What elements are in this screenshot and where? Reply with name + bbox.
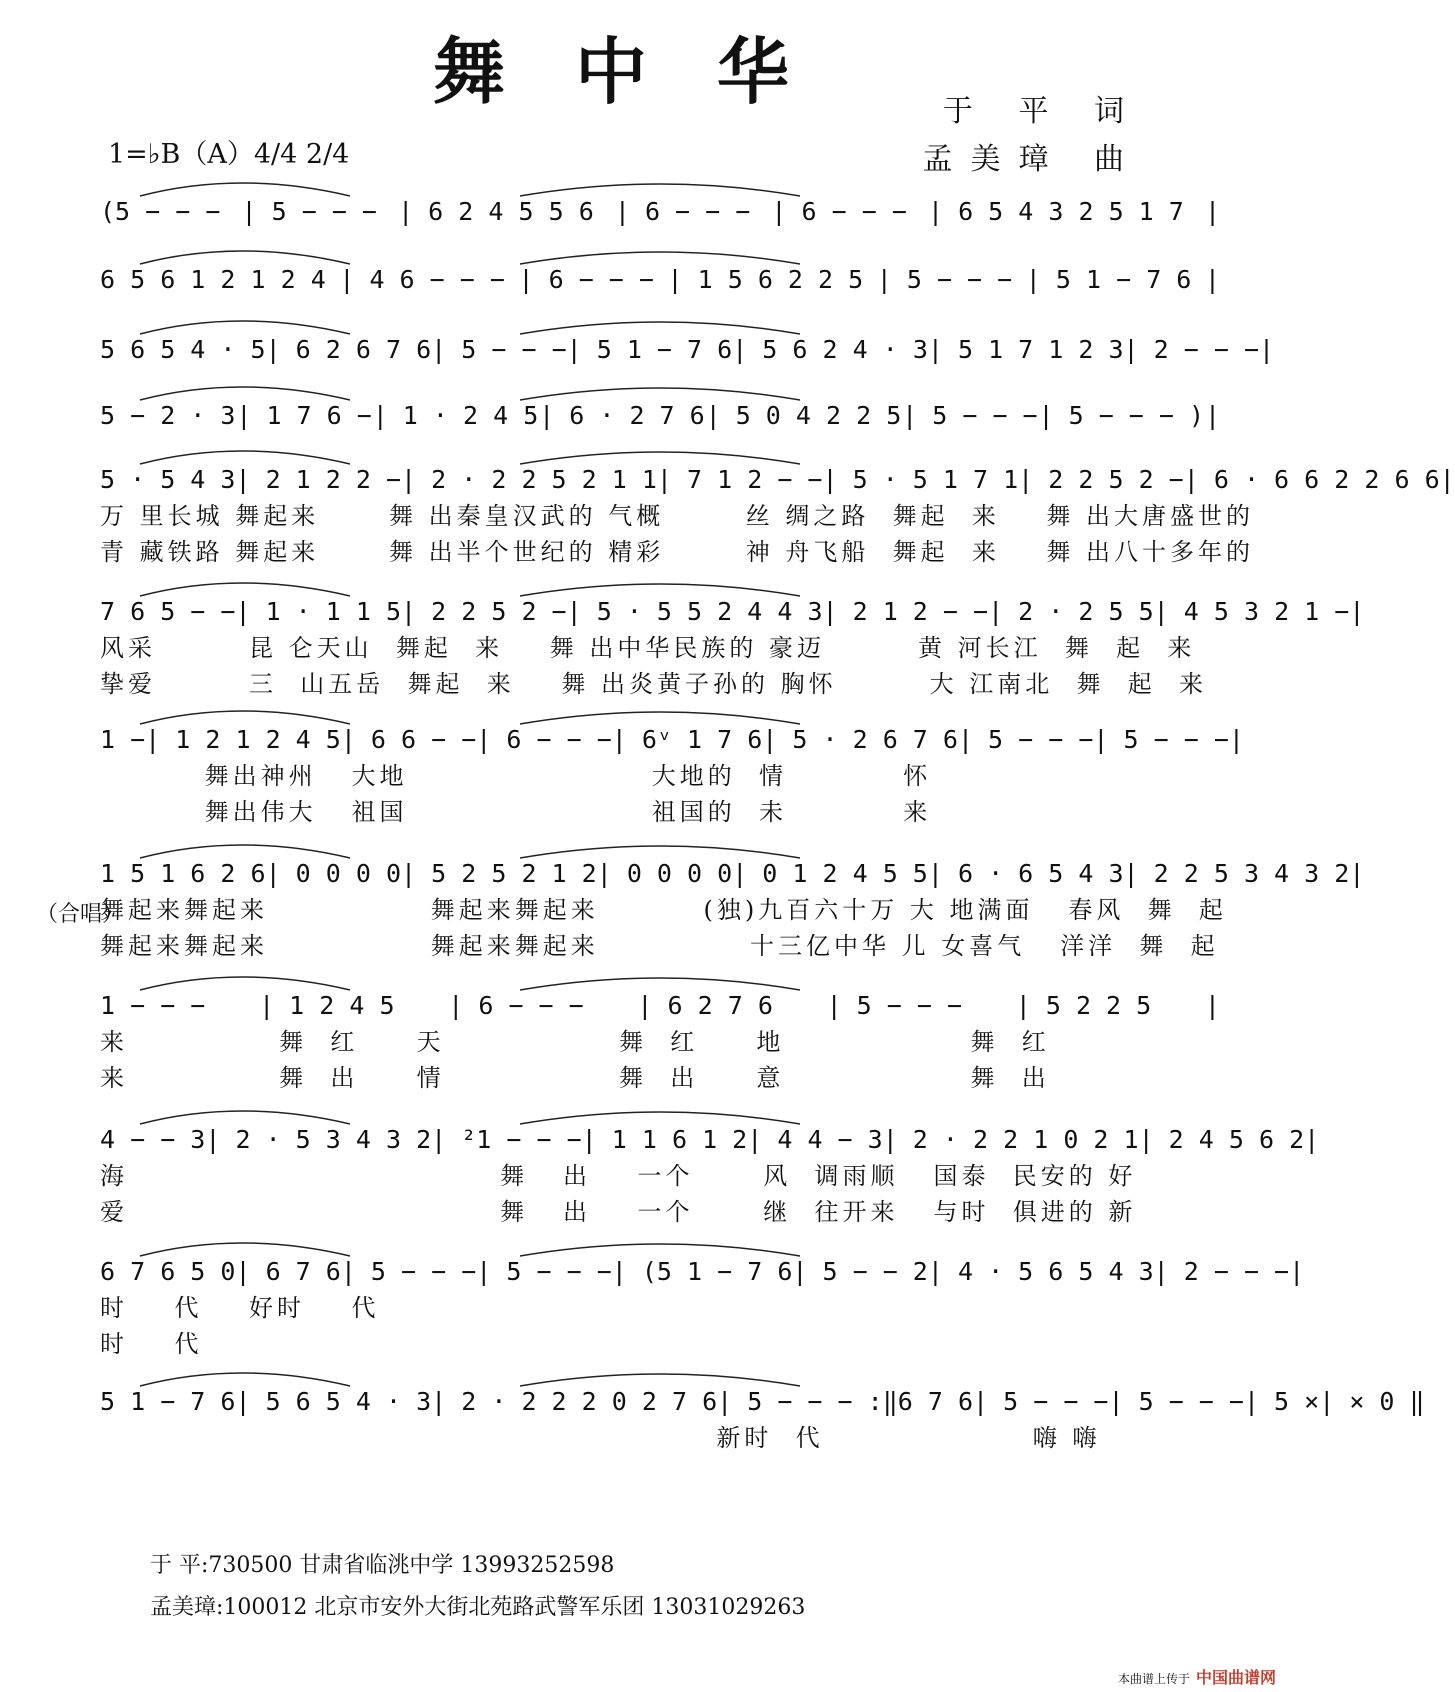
lyric-line: 爱 舞 出 一个 继 往开来 与时 俱进的 新: [100, 1198, 1137, 1226]
lyric-line: 来 舞 出 情 舞 出 意 舞 出: [100, 1064, 1050, 1092]
slur-marks: [100, 442, 1220, 472]
slur-marks: [100, 968, 1220, 998]
slur-marks: [100, 1102, 1220, 1132]
system-2: [100, 262, 1220, 298]
lyric-line: 海 舞 出 一个 风 调雨顺 国泰 民安的 好: [100, 1162, 1137, 1190]
slur-marks: [100, 242, 1220, 272]
measure: |: [1349, 859, 1365, 888]
slur-marks: [100, 574, 1220, 604]
measure: | 5 · 5 1 7 1: [822, 465, 1019, 494]
measure: |: [1204, 401, 1220, 430]
measure: | 6 5 4 3 2 5 1 7: [927, 197, 1184, 226]
lyric-line: 舞出神州 大地 大地的 情 怀: [100, 762, 932, 790]
measure: | 5 6 5 4 · 3: [235, 1387, 432, 1416]
lyric-line: 舞起来舞起来 舞起来舞起来 十三亿中华 儿 女喜气 洋洋 舞 起: [100, 932, 1219, 960]
measure: | 6 − − −: [518, 265, 654, 294]
system-5: [100, 462, 1455, 570]
measure: | 2 4 5 6 2: [1138, 1125, 1305, 1154]
measure: | 5 − − −: [1108, 1387, 1244, 1416]
key-signature: 1=♭B（A）4/4 2/4: [108, 139, 350, 170]
measure: 1 −: [100, 725, 146, 754]
composer-credit: 孟美璋 曲: [922, 142, 1142, 177]
measure: 5 · 5 4 3: [100, 465, 236, 494]
system-1: [100, 194, 1220, 230]
measure: 6 5 6 1 2 1 2 4: [100, 265, 326, 294]
measure: | 6 · 6 6 2 2 6 6: [1183, 465, 1440, 494]
measure: 5 1 − 7 6: [100, 1387, 236, 1416]
measure: | (5 1 − 7 6: [611, 1257, 793, 1286]
measure: | 5 − − −: [241, 197, 377, 226]
measure: | 5 − − −: [340, 1257, 477, 1286]
slur-marks: [100, 1364, 1220, 1394]
measure: | 2 · 2 2 5 2 1 1: [401, 465, 657, 494]
measure: | 5 1 7 1 2 3: [927, 335, 1124, 364]
system-12: [100, 1384, 1425, 1456]
measure: | 1 5 6 2 2 5: [667, 265, 864, 294]
measure: | ²1 − − −: [431, 1125, 582, 1154]
measure: | 6 2 6 7 6: [265, 335, 432, 364]
measure: 1 5 1 6 2 6: [100, 859, 266, 888]
slur-marks: [100, 378, 1220, 408]
measure: | 6 − − −: [614, 197, 751, 226]
measure: | 7 1 2 − −: [656, 465, 823, 494]
measure: | 2 − − −: [1123, 335, 1260, 364]
slur-marks: [100, 1234, 1220, 1264]
measure: | 4 6 − − −: [339, 265, 505, 294]
measure: |: [1204, 197, 1220, 226]
measure: | 5 0 4 2 2 5: [705, 401, 902, 430]
measure: | × 0 ‖: [1319, 1387, 1425, 1416]
measure: 6 7 6 5 0: [100, 1257, 236, 1286]
slur-marks: [100, 174, 1220, 204]
measure: | 6 · 6 5 4 3: [927, 859, 1124, 888]
measure: | 1 · 2 4 5: [372, 401, 539, 430]
lyric-line: 时 代: [100, 1330, 203, 1358]
measure: | 2 − − −: [1153, 1257, 1290, 1286]
lyricist-credit: 于 平 词: [942, 94, 1142, 129]
slur-marks: [100, 702, 1220, 732]
measure: | 2 · 2 5 5: [988, 597, 1154, 626]
measure: | 5 − − −: [826, 991, 963, 1020]
system-9: [100, 988, 1220, 1096]
lyric-line: 挚爱 三 山五岳 舞起 来 舞 出炎黄子孙的 胸怀 大 江南北 舞 起 来: [100, 670, 1208, 698]
lyric-line: 舞起来舞起来 舞起来舞起来 (独)九百六十万 大 地满面 春风 舞 起: [100, 896, 1227, 924]
measure: | 2 2 5 2 −: [401, 597, 567, 626]
measure: | 6 · 2 7 6: [539, 401, 705, 430]
lyric-line: 风采 昆 仑天山 舞起 来 舞 出中华民族的 豪迈 黄 河长江 舞 起 来: [100, 634, 1196, 662]
measure: | 1 2 4 5: [259, 991, 395, 1020]
site-logo: 中国曲谱网: [1195, 1668, 1276, 1687]
measure: | 2 1 2 − −: [822, 597, 989, 626]
measure: | 2 1 2 2 −: [235, 465, 402, 494]
measure: | 4 4 − 3: [747, 1125, 883, 1154]
lyric-line: 新时 代 嗨 嗨: [100, 1424, 1101, 1452]
measure: | 2 · 2 2 2 0 2 7 6: [431, 1387, 718, 1416]
measure: | 5 − − −: [902, 401, 1038, 430]
measure: | 6ᵛ 1 7 6: [611, 725, 763, 754]
measure: | 5 1 − 7 6: [566, 335, 733, 364]
measure: | 5 · 2 6 7 6: [762, 725, 958, 754]
measure: |: [1228, 725, 1244, 754]
measure: | 1 2 1 2 4 5: [145, 725, 341, 754]
measure: | 5 − − 2: [792, 1257, 928, 1286]
measure: |: [1349, 597, 1365, 626]
measure: | 0 0 0 0: [596, 859, 733, 888]
system-3: [100, 332, 1275, 368]
chorus-label: （合唱）: [36, 902, 125, 927]
footer-line-2: 孟美璋:100012 北京市安外大街北苑路武警军乐团 13031029263: [150, 1595, 806, 1620]
measure: | 1 1 6 1 2: [581, 1125, 748, 1154]
measure: | 4 · 5 6 5 4 3: [927, 1257, 1154, 1286]
measure: | 2 2 5 2 −: [1018, 465, 1184, 494]
measure: | 1 7 6 −: [236, 401, 372, 430]
measure: | 6 6 − −: [340, 725, 477, 754]
measure: | 6 − − −: [476, 725, 612, 754]
measure: | 1 · 1 1 5: [235, 597, 402, 626]
system-6: [100, 594, 1365, 702]
measure: |: [1289, 1257, 1305, 1286]
measure: | 6 − − −: [448, 991, 584, 1020]
measure: | 6 2 4 5 5 6: [398, 197, 594, 226]
measure: |: [1204, 991, 1220, 1020]
measure: |: [1439, 465, 1455, 494]
measure: (5 − − −: [100, 197, 221, 226]
slur-marks: [100, 312, 1220, 342]
measure: |: [1204, 265, 1220, 294]
measure: 1 − − −: [100, 991, 206, 1020]
measure: 4 − − 3: [100, 1125, 206, 1154]
upload-note: 本曲谱上传于 中国曲谱网: [1117, 1668, 1276, 1687]
lyric-line: 青 藏铁路 舞起来 舞 出半个世纪的 精彩 神 舟飞船 舞起 来 舞 出八十多年的: [100, 538, 1254, 566]
lyric-line: 时 代 好时 代: [100, 1294, 380, 1322]
measure: | 5 2 2 5: [1015, 991, 1152, 1020]
measure: | 6 7 6: [235, 1257, 341, 1286]
measure: | 2 · 2 2 1 0 2 1: [882, 1125, 1139, 1154]
measure: 7 6 5 − −: [100, 597, 236, 626]
measure: |: [1259, 335, 1275, 364]
system-4: [100, 398, 1220, 434]
system-8: [100, 856, 1365, 964]
lyric-line: 来 舞 红 天 舞 红 地 舞 红: [100, 1028, 1050, 1056]
measure: | 5 − − − :‖: [717, 1387, 898, 1416]
measure: | 5 − − −: [1093, 725, 1229, 754]
measure: | 5 · 5 5 2 4 4 3: [566, 597, 823, 626]
measure: | 5 2 5 2 1 2: [401, 859, 597, 888]
measure: | 5 ×: [1243, 1387, 1320, 1416]
measure: | 2 2 5 3 4 3 2: [1123, 859, 1350, 888]
lyric-line: 舞出伟大 祖国 祖国的 未 来: [100, 798, 932, 826]
measure: |: [1304, 1125, 1320, 1154]
lyric-line: 万 里长城 舞起来 舞 出秦皇汉武的 气概 丝 绸之路 舞起 来 舞 出大唐盛世的: [100, 502, 1254, 530]
measure: | 6 2 7 6: [637, 991, 773, 1020]
measure: 5 6 5 4 · 5: [100, 335, 266, 364]
measure: 6 7 6: [897, 1387, 974, 1416]
measure: | 5 − − −: [476, 1257, 612, 1286]
system-7: [100, 722, 1244, 830]
page-title: 舞中华: [432, 30, 859, 114]
measure: 5 − 2 · 3: [100, 401, 236, 430]
measure: | 5 1 − 7 6: [1025, 265, 1192, 294]
slur-marks: [100, 836, 1220, 866]
system-11: [100, 1254, 1305, 1362]
measure: | 5 − − −: [876, 265, 1013, 294]
measure: | 6 − − −: [771, 197, 907, 226]
measure: | 5 − − − ): [1038, 401, 1205, 430]
footer-line-1: 于 平:730500 甘肃省临洮中学 13993252598: [150, 1553, 615, 1578]
measure: | 4 5 3 2 1 −: [1153, 597, 1350, 626]
measure: | 2 · 5 3 4 3 2: [205, 1125, 432, 1154]
measure: | 5 6 2 4 · 3: [732, 335, 928, 364]
measure: | 0 0 0 0: [265, 859, 402, 888]
measure: | 5 − − −: [957, 725, 1094, 754]
measure: | 0 1 2 4 5 5: [732, 859, 928, 888]
measure: | 5 − − −: [973, 1387, 1109, 1416]
measure: | 5 − − −: [431, 335, 567, 364]
system-10: [100, 1122, 1320, 1230]
